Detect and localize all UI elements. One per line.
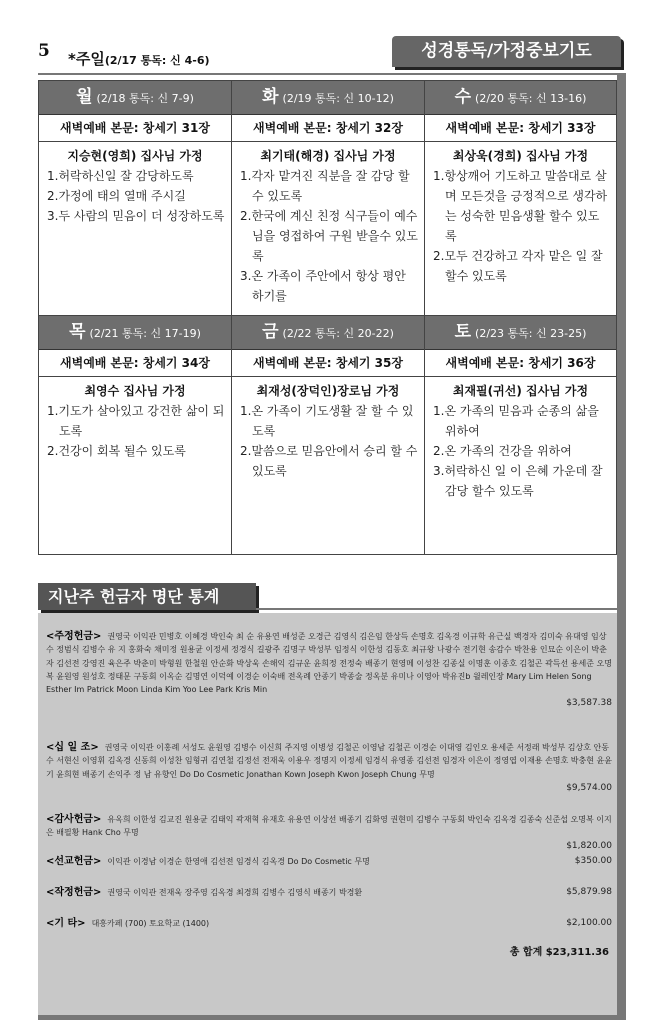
prayer-item: 1.허락하신일 잘 감당하도록 <box>47 169 194 183</box>
prayer-items <box>47 166 225 226</box>
offering-amount: $350.00 <box>574 856 612 866</box>
offering-label: <주정헌금> <box>46 631 102 642</box>
prayer-item: 3.허락하신 일 이 은혜 가운데 잘 감당 할수 있도록 <box>433 464 603 498</box>
offering-group-other <box>46 917 612 930</box>
page-number: 5 <box>38 41 50 61</box>
prayer-items <box>47 401 225 461</box>
page-bottom-border <box>38 1015 626 1020</box>
prayer-item: 1.기도가 살아있고 강건한 삶이 되도록 <box>47 404 225 438</box>
offering-group-tithe <box>46 741 612 793</box>
prayer-item: 3.두 사람의 믿음이 더 성장하도록 <box>47 209 225 223</box>
prayer-family: 최영수 집사님 가정 <box>84 384 186 398</box>
day-reading: (2/23 통독: 신 23-25) <box>475 327 587 340</box>
prayer-family: 최기태(해경) 집사님 가정 <box>260 149 396 163</box>
offering-label: <감사헌금> <box>46 814 102 825</box>
offering-group-regular <box>46 630 612 709</box>
day-reading: (2/22 통독: 신 20-22) <box>282 327 394 340</box>
page-right-border <box>617 74 626 1020</box>
offering-amount: $3,587.38 <box>566 698 612 709</box>
offering-amount: $9,574.00 <box>566 782 612 793</box>
day-name: 수 <box>454 87 472 107</box>
dawn-service-verse: 새벽예배 본문: 창세기 35장 <box>232 350 424 377</box>
header-divider <box>38 73 626 75</box>
dawn-service-verse: 새벽예배 본문: 창세기 32장 <box>232 115 424 142</box>
dawn-service-verse: 새벽예배 본문: 창세기 31장 <box>39 115 231 142</box>
day-reading: (2/18 통독: 신 7-9) <box>96 92 194 105</box>
day-header <box>39 316 231 350</box>
dawn-service-verse: 새벽예배 본문: 창세기 36장 <box>425 350 616 377</box>
prayer-items <box>240 401 418 481</box>
prayer-item: 2.한국에 계신 친정 식구들이 예수님을 영접하여 구원 받을수 있도록 <box>240 209 418 263</box>
prayer-family: 최재성(장덕인)장로님 가정 <box>256 384 400 398</box>
prayer-items <box>433 401 610 501</box>
sunday-reading-range: (2/17 통독: 신 4-6) <box>104 54 210 67</box>
prayer-item: 2.건강이 회복 될수 있도록 <box>47 444 186 458</box>
offering-list <box>38 613 617 1015</box>
prayer-item: 2.가정에 태의 열매 주시길 <box>47 189 186 203</box>
section-header-tab: 성경통독/가정중보기도 <box>392 36 621 67</box>
prayer-items <box>240 166 418 306</box>
offering-label: <작정헌금> <box>46 887 102 898</box>
day-name: 토 <box>454 322 472 342</box>
prayer-family: 최재필(귀선) 집사님 가정 <box>452 384 589 398</box>
day-cell <box>425 316 616 554</box>
prayer-item: 1.온 가족이 기도생활 잘 할 수 있도록 <box>240 404 414 438</box>
offering-section-divider <box>256 608 626 610</box>
sunday-label: *주일 <box>68 50 105 68</box>
day-cell <box>232 81 425 316</box>
prayer-item: 1.각자 맡겨진 직분을 잘 감당 할수 있도록 <box>240 169 410 203</box>
day-header <box>39 81 231 115</box>
day-reading: (2/20 통독: 신 13-16) <box>475 92 587 105</box>
offering-names: 유옥희 이한성 김교진 원용균 김태익 곽재혁 유재호 유용연 이상선 배종기 김화영 권현미 김병수 구동회 박인숙 김옥경 김종숙 신준섭 오명복 이지은 배필황 Hank Cho 무명 <box>46 815 612 838</box>
offering-group-mission <box>46 855 612 868</box>
offering-amount: $2,100.00 <box>566 918 612 928</box>
day-cell <box>425 81 616 316</box>
day-header <box>425 81 616 115</box>
offering-label: <십 일 조> <box>46 742 99 753</box>
sunday-reading <box>68 48 210 69</box>
offering-amount: $1,820.00 <box>566 841 612 852</box>
prayer-item: 3.온 가족이 주안에서 항상 평안 하기를 <box>240 269 406 303</box>
offering-total: 총 합계 $23,311.36 <box>509 947 609 958</box>
offering-names: 대흥카페 (700) 토요학교 (1400) <box>91 919 210 928</box>
offering-names: 이익관 이경남 이경순 한영애 김선전 임경식 김옥경 Do Do Cosmetic 무명 <box>107 857 370 866</box>
day-header <box>232 81 424 115</box>
day-cell <box>39 316 232 554</box>
day-name: 월 <box>76 87 93 107</box>
prayer-item: 2.말씀으로 믿음안에서 승리 할 수 있도록 <box>240 444 418 478</box>
dawn-service-verse: 새벽예배 본문: 창세기 34장 <box>39 350 231 377</box>
offering-group-thanks <box>46 813 612 852</box>
day-reading: (2/19 통독: 신 10-12) <box>282 92 394 105</box>
prayer-grid <box>38 80 617 555</box>
dawn-service-verse: 새벽예배 본문: 창세기 33장 <box>425 115 616 142</box>
prayer-item: 2.온 가족의 건강을 위하여 <box>433 444 572 458</box>
prayer-family: 최상욱(경희) 집사님 가정 <box>452 149 589 163</box>
day-cell <box>232 316 425 554</box>
offering-names: 권영국 이익관 이홍례 서성도 윤원영 김병수 이신희 주지영 이병성 김철곤 이영남 김철곤 이경순 이대영 김인오 용세준 서정래 박성부 김상호 안동수 서현신 이영휘 김옥경 신동희 이성찬 임형귀 김연철 김정선 전재욱 이용우 정명지 이정세 임경식 유영종 김선전 임경자 이은이 정영엽 이재용 손명호 박충현 윤윤기 윤희현 배종기 손익주 정 남 유향인 Do Do Cosmetic Jonathan Kown Joseph Kwon Joseph Chung 무명 <box>46 743 612 779</box>
day-cell <box>39 81 232 316</box>
offering-amount: $5,879.98 <box>566 887 612 897</box>
offering-label: <기 타> <box>46 918 86 929</box>
prayer-item: 1.항상깨어 기도하고 말씀대로 살며 모든것을 긍정적으로 생각하는 성숙한 믿음생활 할수 있도록 <box>433 169 608 243</box>
offering-names: 권영국 이익관 민병호 이혜경 박인숙 최 순 유용연 배성준 오경근 김영식 김은임 한상득 손명호 김옥경 이규학 유근실 백경자 김미숙 유대영 임상수 정범식 김병수 유 지 홍화숙 채미정 원용균 이정세 정경식 길광주 김명구 박성부 임정식 이한성 김동호 최규왕 나광수 전기현 송감수 박찬용 인묘순 이은이 박춘자 김선전 강영진 육은주 박춘미 박형원 한철원 안순화 박상욱 손해익 김규운 윤희정 전정숙 배종기 현영메 이성찬 김종실 이명훈 이종호 김철곤 곽득선 용세준 오명복 윤원영 원성호 정태문 구동회 이옥순 김명연 이덕예 이경순 이숙배 전옥례 안종기 박종술 정옥분 유미나 이영아 박유진b 윌레인장 Mary Lim Helen Song Esther Im Patrick Moon Linda Kim Yoo Lee Park Kris Min <box>46 632 612 695</box>
offering-names: 권영국 이익관 전재욱 장주영 김옥경 최경희 김병수 김영식 배종기 박경환 <box>107 888 363 897</box>
day-reading: (2/21 통독: 신 17-19) <box>89 327 201 340</box>
offering-group-pledge <box>46 886 612 899</box>
day-name: 목 <box>69 322 86 342</box>
prayer-items <box>433 166 610 286</box>
day-header <box>232 316 424 350</box>
offering-label: <선교헌금> <box>46 856 102 867</box>
day-header <box>425 316 616 350</box>
prayer-family: 지승현(영희) 집사님 가정 <box>67 149 203 163</box>
day-name: 화 <box>262 87 279 107</box>
prayer-item: 2.모두 건강하고 각자 맡은 일 잘 할수 있도록 <box>433 249 603 283</box>
offering-section-title: 지난주 헌금자 명단 통계 <box>38 583 256 610</box>
prayer-item: 1.온 가족의 믿음과 순종의 삶을 위하여 <box>433 404 599 438</box>
day-name: 금 <box>262 322 279 342</box>
